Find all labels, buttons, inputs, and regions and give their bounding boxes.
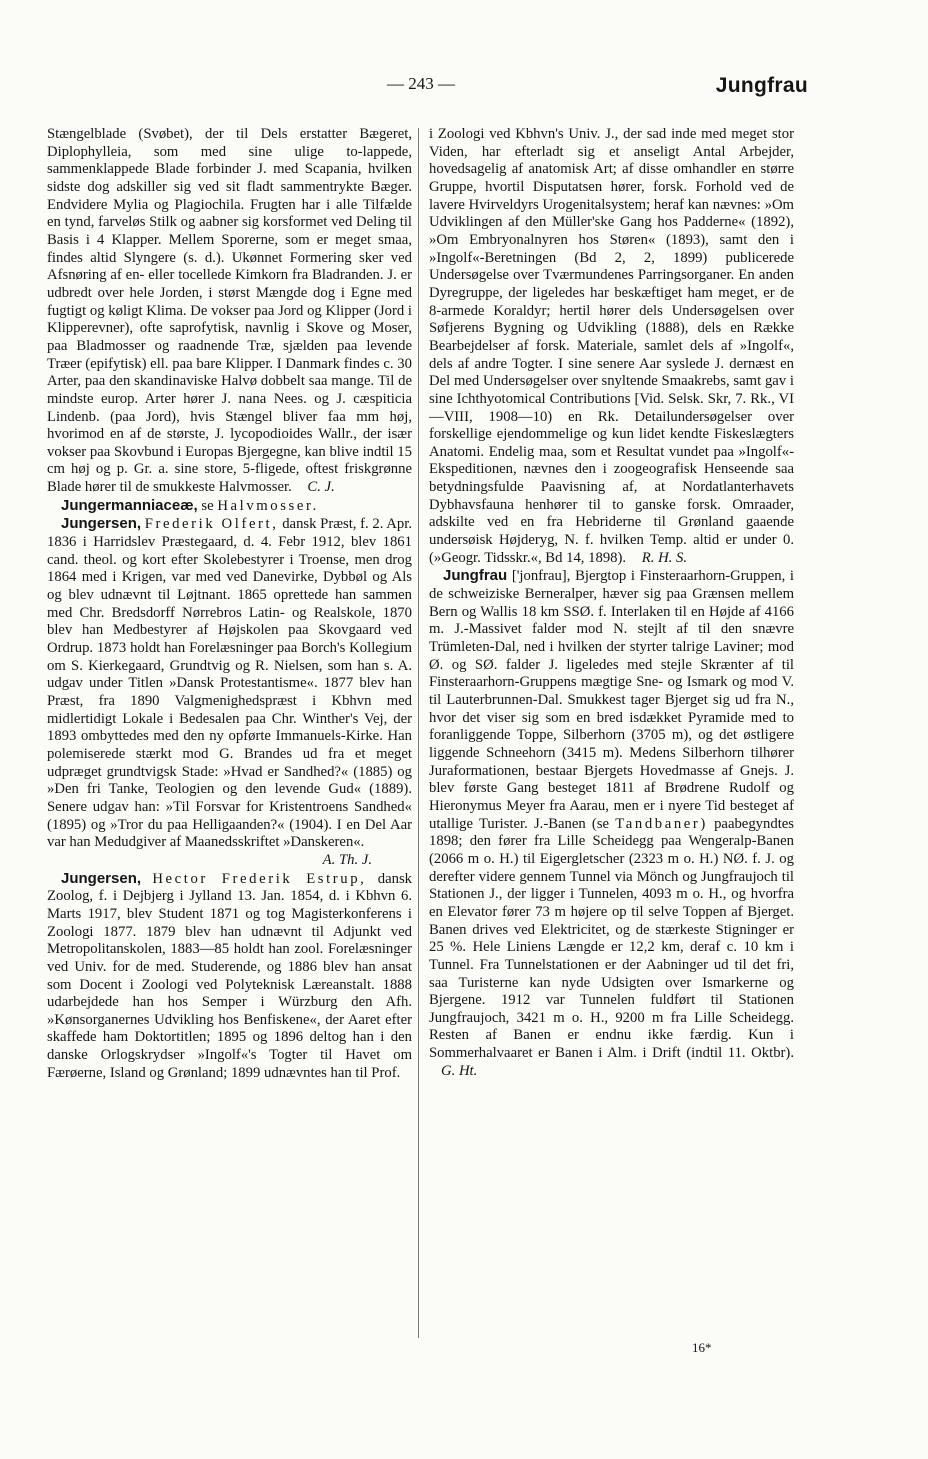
entry-jungermanniaceae: [47, 497, 412, 516]
entry-headword: Jungersen,: [61, 515, 142, 533]
author-signature: A. Th. J.: [322, 851, 372, 868]
entry-jungfrau: [429, 567, 794, 1080]
entry-body: dansk Præst, f. 2. Apr. 1836 i Harridslev Præstegaard, d. 4. Febr 1912, blev 1861 cand. theol. og kort efter Skolebestyrer i Troense, men drog 1864 med i Krigen, var med ved Danevirke, Dybbøl og Als og blev udnævnt til Løjtnant. 1865 oprettede han sammen med Chr. Bredsdorff Nørrebros Latin- og Realskole, 1870 blev han Medbestyrer af Højskolen paa Skovgaard ved Ordrup. 1873 holdt han Forelæsninger paa Borch's Kollegium om S. Kierkegaard, Grundtvig og R. Nielsen, som han s. A. udgav under Titlen »Dansk Protestantisme«. 1877 blev han Præst, fra 1890 Valgmenighedspræst i Kbhvn med midlertidigt Lokale i Bedesalen paa Chr. Winther's Vej, der 1893 ombyttedes med den ny opførte Immanuels-Kirke. Han polemiserede stærkt mod G. Brandes ud fra et meget udpræget grundtvigsk Stade: »Hvad er Sandhed?« (1885) og »Den fri Tanke, Teologien og den levende Gud« (1889). Senere udgav han: »Til Forsvar for Kristentroens Sandhed« (1895) og »Tror du paa Helligaanden?« (1904). I en Del Aar var han Medudgiver af Maanedsskriftet »Danskeren«.: [47, 516, 413, 851]
entry-jungersen-hector: [47, 870, 412, 1083]
page-number: — 243 —: [387, 74, 455, 93]
author-signature: C. J.: [307, 479, 335, 496]
entry-person-name: Frederik Olfert,: [144, 516, 279, 533]
running-head: Jungfrau: [715, 74, 808, 97]
see-label: se: [201, 497, 214, 514]
entry-headword: Jungersen,: [61, 869, 142, 887]
entry-body: dansk Zoolog, f. i Dejbjerg i Jylland 13. Jan. 1854, d. i Kbhvn 6. Marts 1917, blev Student 1871 og tog Magisterkonferens i Zoologi 1877. 1879 blev han udnævnt til Adjunkt ved Metropolitanskolen, 1883—85 holdt han zool. Forelæsninger ved Univ. for de med. Studerende, og 1886 blev han ansat som Docent i Zoologi ved Polyteknisk Læreanstalt. 1888 udarbejdede han hos Semper i Würzburg den Afh. »Kønsorganernes Udvikling hos Benfiskene«, der Aaret efter skaffede ham Doktortitlen; 1895 og 1896 deltog han i den danske Orlogskrydser »Ingolf«'s Togter til Havet om Færøerne, Island og Grønland; 1899 udnævntes han til Prof.: [47, 870, 413, 1081]
column-divider: [418, 128, 419, 1338]
cross-reference: Halvmosser.: [217, 497, 319, 514]
author-signature: G. Ht.: [441, 1062, 478, 1079]
pronunciation: ['jonfrau],: [511, 568, 571, 585]
entry-continuation: [47, 126, 412, 497]
entry-continuation: [429, 126, 794, 567]
left-column: [47, 126, 412, 1082]
sheet-signature-mark: 16*: [692, 1340, 712, 1355]
page-header: [0, 74, 928, 104]
entry-body: Stængelblade (Svøbet), der til Dels erstatter Bægeret, Diplophylleia, som med sine ulige to-lappede, sammenklappede Blade forbinder J. med Scapania, hvilken sidste dog adskiller sig ved sit fladt sammentrykte Bæger. Endvidere Mylia og Plagiochila. Frugten har i alle Tilfælde en tynd, farveløs Stilk og aabner sig korsformet ved Deling til Basis i 4 Klapper. Mellem Sporerne, som er meget smaa, findes altid Slyngere (s. d.). Ukønnet Formering sker ved Afsnøring af en- eller tocellede Kimkorn fra Bladranden. J. er udbredt over hele Jorden, i størst Mængde dog i Egne med fugtigt og køligt Klima. De vokser paa Jord og Klipper (Jord i Klipperevner), ofte saprofytisk, navnlig i Skove og Moser, paa Bladmosser og raadnende Træ, sjælden paa levende Træer (epifytisk) ell. paa bare Klipper. I Danmark findes c. 30 Arter, paa den skandinaviske Halvø dobbelt saa mange. Til de mindste europ. Arter hører J. nana Nees. og J. cæspiticia Lindenb. (paa Jord), hvis Stængel bliver faa mm høj, hvorimod en af de største, J. lycopodioides Wallr., der især vokser paa Skovbund i Europas Bjergegne, kan blive indtil 15 cm høj og p. Gr. a. sine store, 5-fligede, oftest friskgrønne Blade hører til de smukkeste Halvmosser.: [47, 126, 412, 496]
entry-body: paabegyndtes 1898; den fører fra Lille Scheidegg paa Wengeralp-Banen (2066 m o. H.) til Eigergletscher (2323 m o. H.) NØ. f. J. og derefter videre gennem Tunnel via Mönch og Jungfraujoch til Stationen J., der ligger i Tunnelen, 4093 m o. H., og hvorfra en Elevator fører 73 m højere op til selve Toppen af Bjerget. Banen drives ved Elektricitet, og de stærkeste Stigninger er 25 %. Hele Liniens Længde er 12,2 km, deraf c. 10 km i Tunnel. Fra Tunnelstationen er der Aabninger ud til det fri, saa Turisterne kan nyde Udsigten over Ismarkerne og Bjergene. 1912 var Tunnelen fuldført til Stationen Jungfraujoch, 3421 m o. H., 9200 m fra Lille Scheidegg. Resten af Banen er endnu ikke færdig. Kun i Sommerhalvaaret er Banen i Alm. i Drift (indtil 11. Oktbr).: [429, 815, 795, 1062]
entry-headword: Jungfrau: [443, 567, 508, 585]
right-column: [429, 126, 794, 1080]
author-signature: R. H. S.: [641, 549, 688, 566]
entry-person-name: Hector Frederik Estrup,: [152, 870, 367, 887]
entry-body: Bjergtop i Finsteraarhorn-Gruppen, i de schweiziske Berneralper, hæver sig paa Grænsen mellem Bern og Wallis 18 km SSØ. f. Interlaken til en Højde af 4166 m. J.-Massivet falder mod N. stejlt af til den snævre Trümleten-Dal, ned i hvilken der styrter talrige Laviner; mod Ø. og SØ. falder J. ligeledes med stejle Skrænter af til Finsteraarhorn-Gruppens mægtige Sne- og Ismark og mod V. til Lauterbrunnen-Dal. Smukkest tager Bjerget sig ud fra N., hvor det viser sig som en bred isdækket Pyramide med to foranliggende Toppe, Silberhorn (3705 m), og det østligere liggende Schneehorn (3415 m). Medens Silberhorn tilhører Juraformationen, bestaar Bjergets Hovedmasse af Gnejs. J. blev første Gang besteget 1811 af Brødrene Rudolf og Hieronymus Meyer fra Aarau, men er i nyere Tid besteget af utallige Turister. J.-Banen (se: [429, 568, 795, 832]
entry-jungersen-frederik: [47, 515, 412, 851]
cross-reference: Tandbaner): [615, 815, 708, 832]
entry-body: i Zoologi ved Kbhvn's Univ. J., der sad inde med meget stor Viden, har efterladt sig et anseligt Antal Arbejder, hovedsagelig af anatomisk Art; af disse omhandler en større Gruppe, hvortil Disputatsen hører, forsk. Forhold ved de lavere Hvirveldyrs Urogenitalsystem; heraf kan nævnes: »Om Udviklingen af den Müller'ske Gang hos Padderne« (1892), »Om Embryonalnyren hos Støren« (1893), samt den i »Ingolf«-Beretningen (Bd 2, 2, 1899) publicerede Undersøgelse over Tværmundenes Parringsorganer. En anden Dyregruppe, der ligeledes har beskæftiget ham meget, er de 8-armede Koraldyr; hertil hører dels Undersøgelsen over Søfjerens Bygning og Udvikling (1888), dels en Række Bearbejdelser af forsk. Materiale, samlet dels af »Ingolf«, dels af andre Togter. I sine senere Aar syslede J. dernæst en Del med Undersøgelser over snyltende Smaakrebs, samt gav i sine Ichthyotomical Contributions [Vid. Selsk. Skr, 7. Rk., VI—VIII, 1908—10) en Rk. Detailundersøgelser over forskellige ejendommelige og kun lidet kendte Fiskeslægters Anatomi. Endelig maa, som et Resultat vundet paa »Ingolf«-Ekspeditionen, nævnes den i zoogeografisk Henseende saa betydningsfulde Paavisning af, at Nordatlanterhavets Dybhavsfauna henhører til to ganske forsk. Omraader, adskilte ved en fra Hebriderne til Grønland gaaende undersøisk Højderyg, N. f. hvilken Temp. altid er under 0. (»Geogr. Tidsskr.«, Bd 14, 1898).: [429, 126, 794, 566]
entry-headword: Jungermanniaceæ,: [61, 496, 198, 514]
